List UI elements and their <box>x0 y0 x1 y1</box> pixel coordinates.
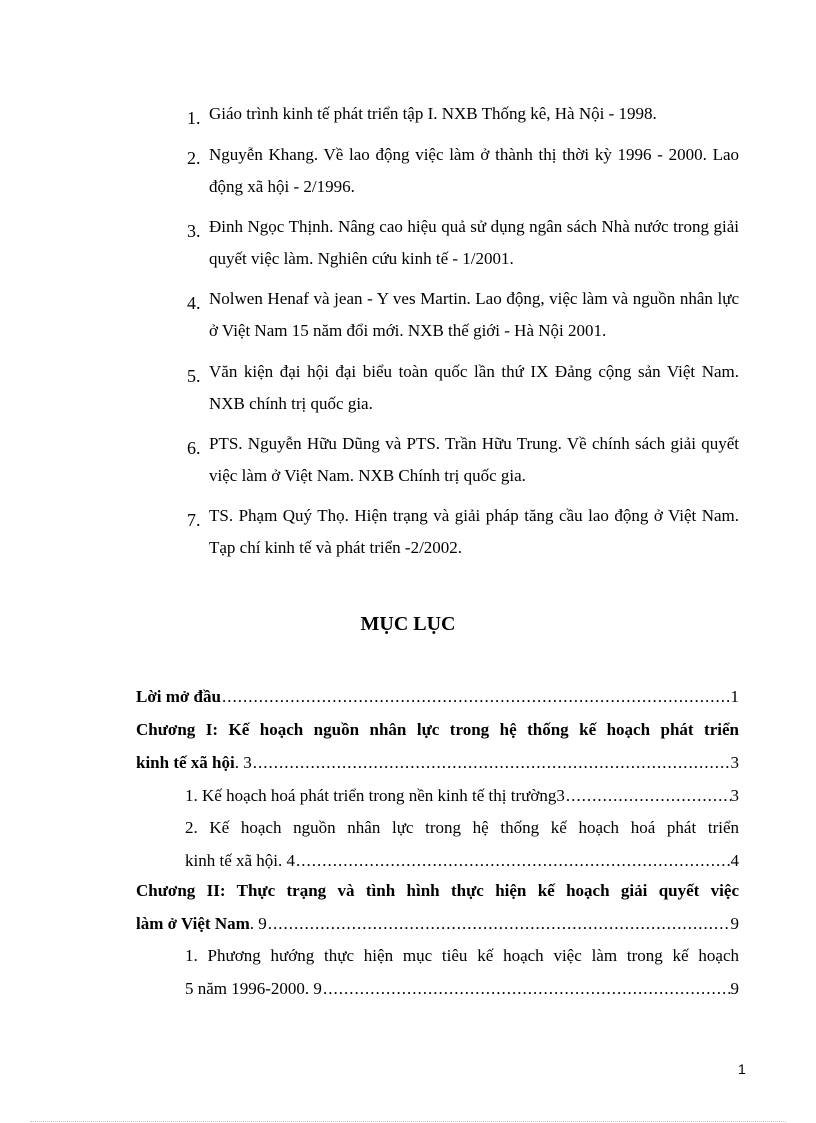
toc-entry-label: 1. Kế hoạch hoá phát triển trong nền kinh tế thị trường3 <box>185 786 565 805</box>
toc-page-number: 9 <box>730 914 739 933</box>
toc-entry-chapter-1-item-2[interactable] <box>185 851 739 871</box>
reference-number: 1. <box>187 108 201 128</box>
page-number: 1 <box>738 1061 746 1077</box>
toc-page-number: 9 <box>730 979 739 998</box>
toc-chapter-2-title[interactable]: Chương II: Thực trạng và tình hình thực hiện kế hoạch giải quyết việc <box>136 881 739 900</box>
reference-number: 5. <box>187 366 201 386</box>
toc-leader-dots <box>221 687 731 707</box>
toc-chapter-1-item-2-title[interactable]: 2. Kế hoạch nguồn nhân lực trong hệ thống kế hoạch hoá phát triển <box>185 818 739 837</box>
toc-entry-label: kinh tế xã hội. 3 <box>136 753 252 772</box>
reference-text: PTS. Nguyễn Hữu Dũng và PTS. Trần Hữu Trung. Về chính sách giải quyết việc làm ở Việt Nam. NXB Chính trị quốc gia. <box>209 434 739 485</box>
reference-number: 3. <box>187 221 201 241</box>
page-bottom-border <box>30 1121 786 1122</box>
reference-number: 7. <box>187 510 201 530</box>
toc-entry-label: làm ở Việt Nam. 9 <box>136 914 267 933</box>
toc-entry-label: 5 năm 1996-2000. 9 <box>185 979 322 998</box>
toc-entry-chapter-2[interactable] <box>136 914 739 934</box>
reference-text: TS. Phạm Quý Thọ. Hiện trạng và giải pháp tăng cầu lao động ở Việt Nam. Tạp chí kinh tế và phát triển -2/2002. <box>209 506 739 557</box>
toc-entry-loi-mo-dau[interactable] <box>136 687 739 707</box>
reference-number: 4. <box>187 293 201 313</box>
reference-text: Nolwen Henaf và jean - Y ves Martin. Lao động, việc làm và nguồn nhân lực ở Việt Nam 15 năm đổi mới. NXB thế giới - Hà Nội 2001. <box>209 289 739 340</box>
toc-chapter-2-item-1-title[interactable]: 1. Phương hướng thực hiện mục tiêu kế hoạch việc làm trong kế hoạch <box>185 946 739 965</box>
toc-entry-label: kinh tế xã hội. 4 <box>185 851 296 870</box>
toc-entry-label: Lời mở đầu <box>136 687 221 706</box>
reference-number: 2. <box>187 148 201 168</box>
reference-text: Đinh Ngọc Thịnh. Nâng cao hiệu quả sử dụng ngân sách Nhà nước trong giải quyết việc làm. Nghiên cứu kinh tế - 1/2001. <box>209 217 739 268</box>
toc-page-number: 4 <box>730 851 739 870</box>
toc-entry-chapter-2-item-1[interactable] <box>185 979 739 999</box>
reference-text: Văn kiện đại hội đại biểu toàn quốc lần thứ IX Đảng cộng sản Việt Nam. NXB chính trị quốc gia. <box>209 362 739 413</box>
reference-text: Giáo trình kinh tế phát triển tập I. NXB Thống kê, Hà Nội - 1998. <box>209 104 657 123</box>
toc-chapter-1-title[interactable]: Chương I: Kế hoạch nguồn nhân lực trong hệ thống kế hoạch phát triển <box>136 720 739 739</box>
toc-leader-dots <box>322 979 731 999</box>
toc-entry-chapter-1-item-1[interactable] <box>185 786 739 806</box>
toc-leader-dots <box>267 914 731 934</box>
toc-leader-dots <box>295 851 730 871</box>
toc-title: MỤC LỤC <box>360 613 456 635</box>
toc-entry-chapter-1[interactable] <box>136 753 739 773</box>
reference-text: Nguyễn Khang. Về lao động việc làm ở thành thị thời kỳ 1996 - 2000. Lao động xã hội - 2/1996. <box>209 145 739 196</box>
toc-page-number: 3 <box>730 786 739 805</box>
toc-leader-dots <box>565 786 731 806</box>
reference-number: 6. <box>187 438 201 458</box>
toc-leader-dots <box>252 753 731 773</box>
toc-page-number: 1 <box>730 687 739 706</box>
toc-page-number: 3 <box>730 753 739 772</box>
